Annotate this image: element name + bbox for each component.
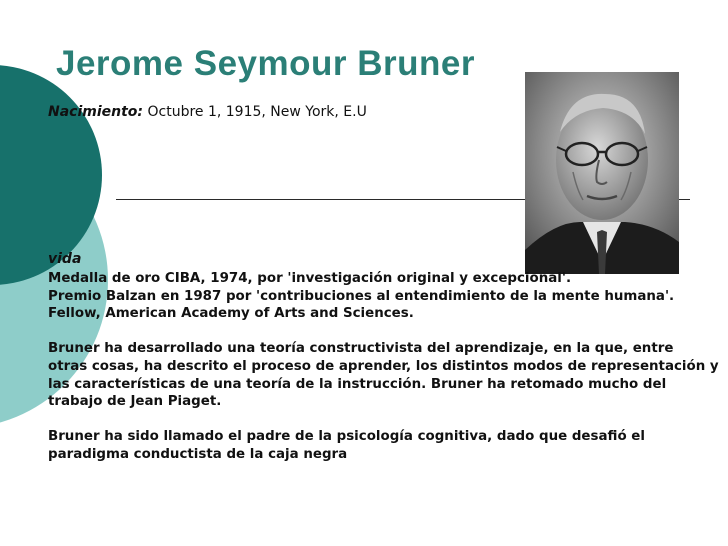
text-line: Fellow, American Academy of Arts and Sciences. — [48, 306, 414, 322]
text-line: Bruner ha desarrollado una teoría constructivista del aprendizaje, en la que, entre — [48, 341, 674, 357]
text-line: las características de una teoría de la instrucción. Bruner ha retomado mucho del — [48, 376, 667, 392]
text-line: trabajo de Jean Piaget. — [48, 394, 222, 410]
text-line: Bruner ha sido llamado el padre de la psicología cognitiva, dado que desafió el — [48, 429, 645, 445]
slide-title: Jerome Seymour Bruner — [56, 44, 475, 83]
paragraph-gap — [48, 411, 698, 429]
section-label: vida — [48, 251, 82, 267]
portrait-photo — [525, 72, 679, 274]
text-line: Premio Balzan en 1987 por 'contribuciones al entendimiento de la mente humana'. — [48, 288, 675, 304]
text-line: Medalla de oro CIBA, 1974, por 'investigación original y excepcional'. — [48, 271, 572, 286]
birth-label: Nacimiento: — [48, 104, 144, 120]
body-text — [48, 270, 719, 464]
paragraph-gap — [48, 323, 698, 341]
birth-value: Octubre 1, 1915, New York, E.U — [147, 104, 367, 120]
text-line: paradigma conductista de la caja negra — [48, 446, 348, 462]
text-line: otras cosas, ha descrito el proceso de aprender, los distintos modos de representación y — [48, 358, 719, 374]
birth-info — [48, 104, 367, 120]
